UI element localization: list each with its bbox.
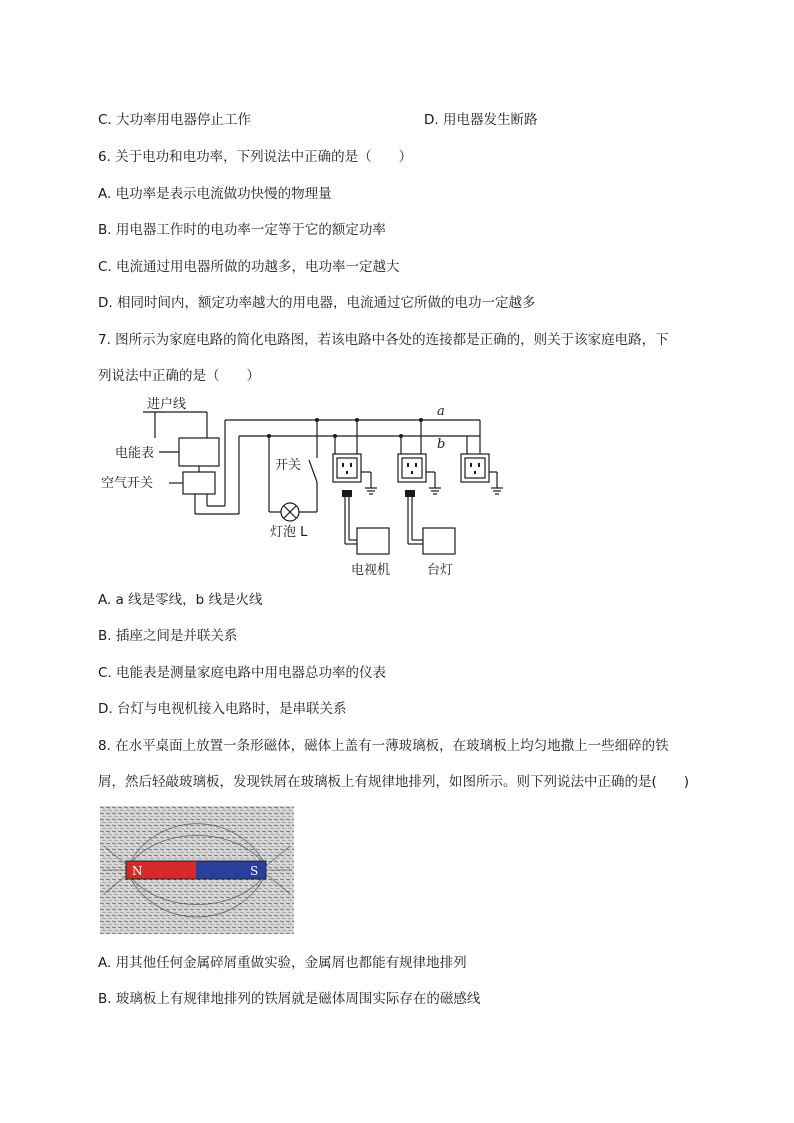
q5-option-c: C. 大功率用电器停止工作: [98, 112, 252, 128]
north-pole-label: N: [132, 864, 143, 878]
air-switch-box: [183, 472, 215, 494]
household-circuit-diagram: [95, 392, 515, 584]
lamp-label: 台灯: [427, 563, 454, 578]
q7-option-a: A. a 线是零线，b 线是火线: [98, 592, 263, 608]
q6-option-c: C. 电流通过用电器所做的功越多，电功率一定越大: [98, 259, 400, 275]
q8-stem-line1: 8. 在水平桌面上放置一条形磁体，磁体上盖有一薄玻璃板，在玻璃板上均匀地撒上一些细碎的铁: [98, 738, 669, 754]
q6-option-b: B. 用电器工作时的电功率一定等于它的额定功率: [98, 222, 386, 238]
wire-a-label: a: [437, 404, 445, 419]
lamp-box: [423, 528, 455, 554]
q6-option-d: D. 相同时间内，额定功率越大的用电器，电流通过它所做的电功一定越多: [98, 295, 536, 311]
switch-label: 开关: [275, 458, 302, 473]
tv-label: 电视机: [351, 563, 391, 578]
q5-option-d: D. 用电器发生断路: [424, 112, 538, 128]
q7-option-d: D. 台灯与电视机接入电路时，是串联关系: [98, 701, 347, 717]
bulb-label: 灯泡 L: [270, 525, 308, 540]
wire-b-label: b: [437, 437, 446, 452]
energy-meter-label: 电能表: [115, 446, 155, 461]
q8-stem-line2: 屑，然后轻敲玻璃板，发现铁屑在玻璃板上有规律地排列，如图所示。则下列说法中正确的是( ): [98, 774, 690, 790]
q8-option-a: A. 用其他任何金属碎屑重做实验，金属屑也都能有规律地排列: [98, 955, 467, 971]
south-pole-label: S: [250, 864, 259, 878]
air-switch-label: 空气开关: [101, 476, 154, 491]
bar-magnet-iron-filings-photo: [100, 806, 294, 934]
q7-stem-line2: 列说法中正确的是（ ）: [98, 368, 260, 384]
q7-option-c: C. 电能表是测量家庭电路中用电器总功率的仪表: [98, 665, 387, 681]
tv-box: [357, 528, 389, 554]
energy-meter-box: [179, 438, 219, 466]
q6-option-a: A. 电功率是表示电流做功快慢的物理量: [98, 186, 332, 202]
bulb-icon: [281, 503, 299, 521]
q8-option-b: B. 玻璃板上有规律地排列的铁屑就是磁体周围实际存在的磁感线: [98, 991, 481, 1007]
q7-stem-line1: 7. 图所示为家庭电路的简化电路图，若该电路中各处的连接都是正确的，则关于该家庭电路，下: [98, 332, 669, 348]
incoming-line-label: 进户线: [147, 397, 187, 412]
q6-stem: 6. 关于电功和电功率，下列说法中正确的是（ ）: [98, 149, 413, 165]
q7-option-b: B. 插座之间是并联关系: [98, 628, 238, 644]
